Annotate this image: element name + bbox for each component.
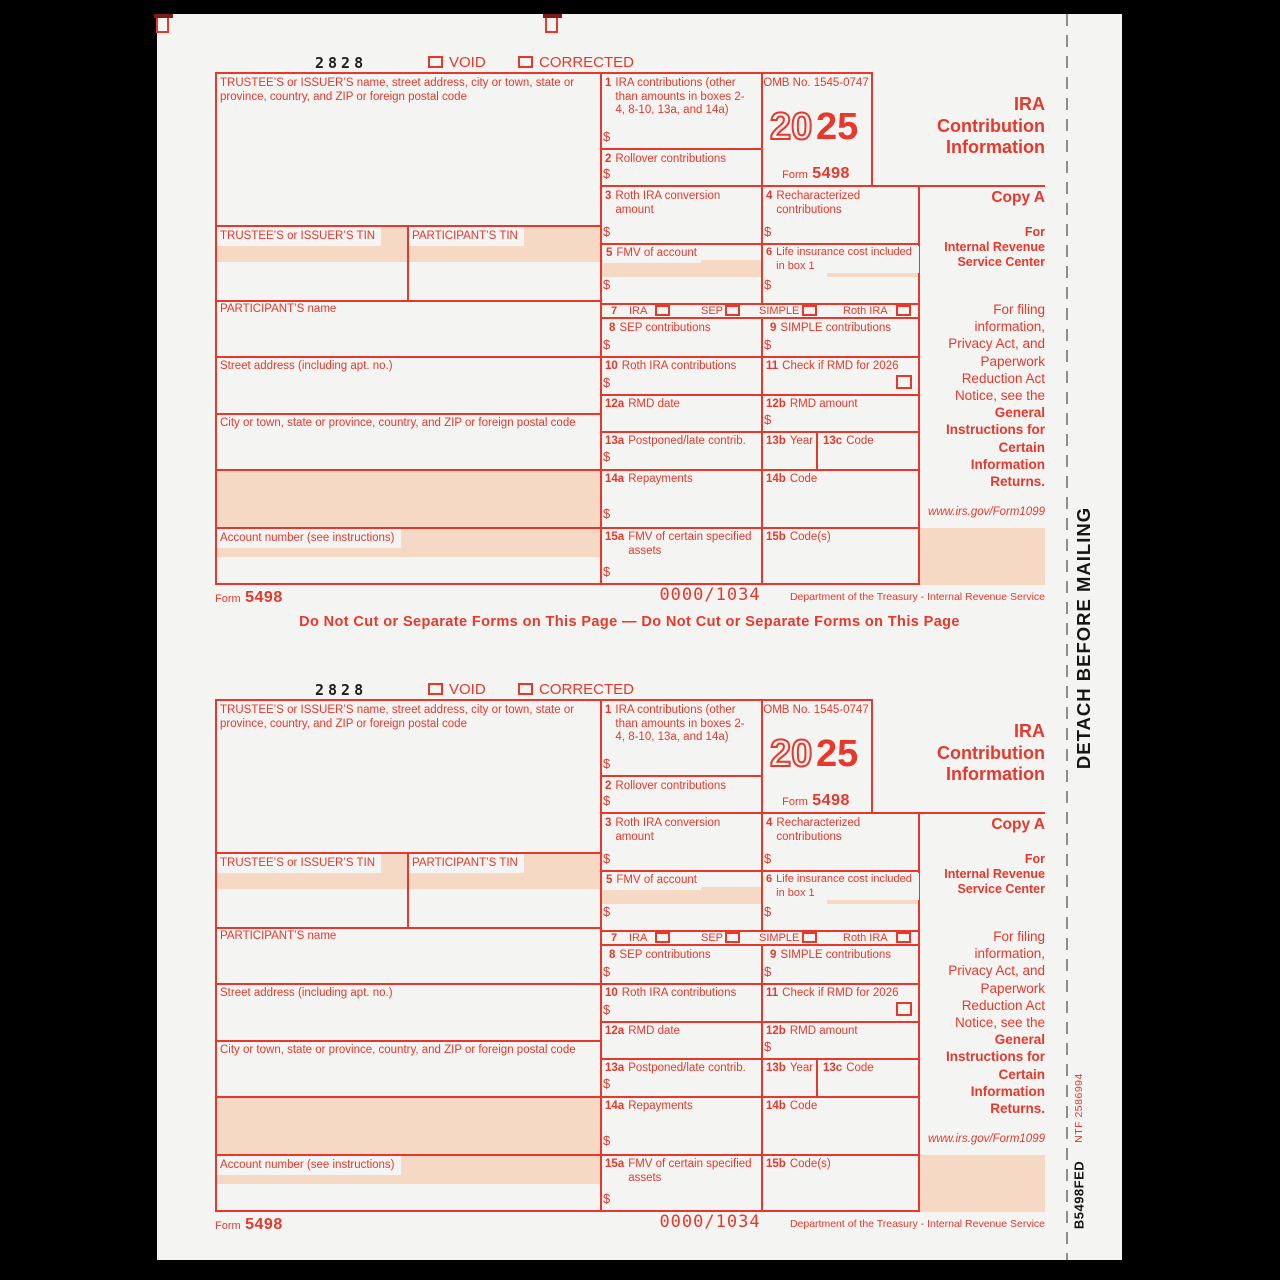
dollar-sign: $: [603, 449, 611, 464]
form-grid: [215, 72, 1045, 585]
trustee-tin-label: TRUSTEE’S or ISSUER’S TIN: [217, 227, 381, 246]
box8-label: 8 SEP contributions: [609, 949, 711, 961]
box7-simple-label: SIMPLE: [759, 305, 800, 317]
box14a-label: 14a Repayments: [605, 1100, 693, 1112]
box7-number: 7: [611, 932, 618, 944]
dollar-sign: $: [603, 756, 611, 771]
box7-sep-label: SEP: [701, 932, 724, 944]
box10-label: 10 Roth IRA contributions: [605, 360, 737, 372]
box5-shade: [600, 260, 761, 277]
box7-roth-ira-label: Roth IRA: [843, 932, 888, 944]
grid-line: [600, 944, 920, 946]
page-code: 0000/1034: [659, 585, 761, 605]
dollar-sign: $: [764, 1039, 772, 1054]
grid-line: [600, 317, 920, 319]
scan-row: [215, 54, 1045, 72]
box7-roth-ira-label: Roth IRA: [843, 305, 888, 317]
dollar-sign: $: [603, 1002, 611, 1017]
omb-number: OMB No. 1545-0747: [763, 77, 869, 89]
form-copy-2: [215, 683, 1045, 1243]
trustee-tin-label: TRUSTEE’S or ISSUER’S TIN: [217, 854, 381, 873]
dollar-sign: $: [764, 851, 772, 866]
box4-label: 4 Recharacterized contributions: [766, 190, 861, 216]
copy-a-label: Copy A: [991, 189, 1045, 206]
box1-label: 1 IRA contributions (other than amounts in boxes 2-4, 8-10, 13a, and 14a): [605, 77, 745, 116]
dollar-sign: $: [603, 166, 611, 181]
box3-label: 3 Roth IRA conversion amount: [605, 190, 721, 216]
corrected-label: CORRECTED: [539, 54, 635, 71]
box7-simple-label: SIMPLE: [759, 932, 800, 944]
participant-name-label: PARTICIPANT’S name: [220, 303, 337, 315]
filing-notice: For filing information, Privacy Act, and Paperwork Reduction Act Notice, see the General Instructions for Certain Information Returns.: [945, 929, 1045, 1117]
grid-line: [600, 431, 920, 433]
grid-line: [215, 72, 217, 585]
city-label: City or town, state or province, country, and ZIP or foreign postal code: [220, 417, 576, 429]
account-number-label: Account number (see instructions): [217, 1156, 401, 1175]
box7-ira-label: IRA: [629, 932, 648, 944]
grid-line: [600, 812, 1045, 814]
trustee-name-label: TRUSTEE’S or ISSUER’S name, street address, city or town, state or province, country, and ZIP or foreign postal code: [220, 77, 575, 103]
void-checkbox[interactable]: [428, 683, 443, 695]
trustee-name-label: TRUSTEE’S or ISSUER’S name, street address, city or town, state or province, country, and ZIP or foreign postal code: [220, 704, 575, 730]
grid-line: [215, 699, 873, 701]
corrected-label: CORRECTED: [539, 681, 635, 698]
dollar-sign: $: [603, 224, 611, 239]
corrected-checkbox[interactable]: [518, 683, 533, 695]
grid-line: [600, 775, 761, 777]
form-number-header: Form 5498: [782, 792, 850, 809]
box13a-label: 13a Postponed/late contrib.: [605, 435, 746, 447]
void-label: VOID: [449, 681, 486, 698]
grid-line: [761, 72, 763, 305]
product-code: B5498FED: [1071, 1160, 1087, 1230]
scan-code: 2828: [315, 54, 368, 72]
corrected-checkbox[interactable]: [518, 56, 533, 68]
grid-line: [600, 185, 1045, 187]
grid-line: [761, 944, 763, 1212]
dollar-sign: $: [764, 337, 772, 352]
dollar-sign: $: [603, 564, 611, 579]
form-title: IRA Contribution Information: [937, 94, 1045, 157]
form-copy-1: [215, 56, 1045, 616]
box6-label: 6 Life insurance cost included in box 1: [766, 246, 919, 273]
year-outline-digits: 20: [770, 106, 813, 148]
form-title: IRA Contribution Information: [937, 721, 1045, 784]
form-footer: [215, 1212, 1045, 1238]
roth-ira-checkbox[interactable]: [896, 305, 911, 316]
box15a-label: 15a FMV of certain specified assets: [605, 1158, 752, 1184]
box8-label: 8 SEP contributions: [609, 322, 711, 334]
box14b-label: 14b Code: [766, 473, 818, 485]
ira-checkbox[interactable]: [655, 932, 670, 943]
copy-column-shade: [920, 1155, 1045, 1212]
copy-recipient: For Internal Revenue Service Center: [944, 225, 1045, 269]
box14a-label: 14a Repayments: [605, 473, 693, 485]
box9-label: 9 SIMPLE contributions: [770, 322, 891, 334]
box5-label: 5 FMV of account: [603, 873, 701, 890]
blocked-row-shade: [215, 469, 600, 527]
dollar-sign: $: [603, 904, 611, 919]
year-solid-digits: 25: [816, 106, 859, 148]
box4-label: 4 Recharacterized contributions: [766, 817, 861, 843]
grid-line: [600, 72, 602, 585]
ntf-code: NTF 2586994: [1073, 1073, 1085, 1143]
copy-column-shade: [920, 528, 1045, 585]
box5-label: 5 FMV of account: [603, 246, 701, 263]
year-solid-digits: 25: [816, 733, 859, 775]
dollar-sign: $: [603, 851, 611, 866]
scan-code: 2828: [315, 681, 368, 699]
box9-label: 9 SIMPLE contributions: [770, 949, 891, 961]
dollar-sign: $: [603, 964, 611, 979]
box13c-label: 13c Code: [823, 1062, 874, 1074]
sep-checkbox[interactable]: [725, 932, 740, 943]
blocked-row-shade: [215, 1096, 600, 1154]
grid-line: [215, 1096, 920, 1098]
participant-name-label: PARTICIPANT’S name: [220, 930, 337, 942]
box14b-label: 14b Code: [766, 1100, 818, 1112]
registration-mark: [156, 14, 169, 33]
participant-tin-label: PARTICIPANT’S TIN: [409, 854, 524, 873]
dollar-sign: $: [603, 1191, 611, 1206]
void-checkbox[interactable]: [428, 56, 443, 68]
registration-mark: [545, 14, 558, 33]
treasury-dept-label: Department of the Treasury - Internal Revenue Service: [789, 591, 1045, 603]
dollar-sign: $: [764, 412, 772, 427]
dollar-sign: $: [603, 129, 611, 144]
box6-label: 6 Life insurance cost included in box 1: [766, 873, 919, 900]
copy-a-label: Copy A: [991, 816, 1045, 833]
grid-line: [215, 72, 873, 74]
box13b-label: 13b Year: [766, 435, 814, 447]
account-number-label: Account number (see instructions): [217, 529, 401, 548]
grid-line: [761, 699, 763, 932]
dollar-sign: $: [603, 375, 611, 390]
street-address-label: Street address (including apt. no.): [220, 987, 393, 999]
street-address-label: Street address (including apt. no.): [220, 360, 393, 372]
dollar-sign: $: [603, 337, 611, 352]
box3-label: 3 Roth IRA conversion amount: [605, 817, 721, 843]
grid-line: [215, 1040, 600, 1042]
year-outline-digits: 20: [770, 733, 813, 775]
box13b-label: 13b Year: [766, 1062, 814, 1074]
box7-number: 7: [611, 305, 618, 317]
grid-line: [215, 983, 920, 985]
grid-line: [600, 394, 920, 396]
grid-line: [600, 148, 761, 150]
box12a-label: 12a RMD date: [605, 1025, 680, 1037]
dollar-sign: $: [764, 904, 772, 919]
box10-label: 10 Roth IRA contributions: [605, 987, 737, 999]
simple-checkbox[interactable]: [802, 932, 817, 943]
box15b-label: 15b Code(s): [766, 1158, 831, 1170]
participant-tin-label: PARTICIPANT’S TIN: [409, 227, 524, 246]
box2-label: 2 Rollover contributions: [605, 780, 726, 792]
box7-ira-label: IRA: [629, 305, 648, 317]
grid-line: [600, 1058, 920, 1060]
box12a-label: 12a RMD date: [605, 398, 680, 410]
irs-url: www.irs.gov/Form1099: [928, 1133, 1045, 1145]
rmd-checkbox[interactable]: [896, 1002, 912, 1016]
dollar-sign: $: [764, 277, 772, 292]
grid-line: [215, 356, 920, 358]
grid-line: [215, 469, 920, 471]
simple-checkbox[interactable]: [802, 305, 817, 316]
scan-row: [215, 681, 1045, 699]
dollar-sign: $: [764, 964, 772, 979]
city-label: City or town, state or province, country, and ZIP or foreign postal code: [220, 1044, 576, 1056]
box1-label: 1 IRA contributions (other than amounts in boxes 2-4, 8-10, 13a, and 14a): [605, 704, 745, 743]
rmd-checkbox[interactable]: [896, 375, 912, 389]
grid-line: [761, 317, 763, 585]
dollar-sign: $: [603, 793, 611, 808]
sep-checkbox[interactable]: [725, 305, 740, 316]
box15a-label: 15a FMV of certain specified assets: [605, 531, 752, 557]
box5-shade: [600, 887, 761, 904]
ira-checkbox[interactable]: [655, 305, 670, 316]
form-number-footer: Form 5498: [215, 1216, 283, 1233]
box2-label: 2 Rollover contributions: [605, 153, 726, 165]
omb-number: OMB No. 1545-0747: [763, 704, 869, 716]
dollar-sign: $: [603, 277, 611, 292]
page-code: 0000/1034: [659, 1212, 761, 1232]
form-number-header: Form 5498: [782, 165, 850, 182]
box11-label: 11 Check if RMD for 2026: [766, 360, 899, 372]
grid-line: [600, 1021, 920, 1023]
filing-notice: For filing information, Privacy Act, and Paperwork Reduction Act Notice, see the General Instructions for Certain Information Returns.: [945, 302, 1045, 490]
grid-line: [600, 699, 602, 1212]
copy-recipient: For Internal Revenue Service Center: [944, 852, 1045, 896]
void-label: VOID: [449, 54, 486, 71]
dollar-sign: $: [603, 506, 611, 521]
box12b-label: 12b RMD amount: [766, 1025, 858, 1037]
form-number-footer: Form 5498: [215, 589, 283, 606]
box13c-label: 13c Code: [823, 435, 874, 447]
box13a-label: 13a Postponed/late contrib.: [605, 1062, 746, 1074]
grid-line: [215, 413, 600, 415]
form-page: [157, 14, 1122, 1260]
box7-sep-label: SEP: [701, 305, 724, 317]
dollar-sign: $: [603, 1076, 611, 1091]
form-grid: [215, 699, 1045, 1212]
irs-url: www.irs.gov/Form1099: [928, 506, 1045, 518]
treasury-dept-label: Department of the Treasury - Internal Revenue Service: [789, 1218, 1045, 1230]
dollar-sign: $: [603, 1133, 611, 1148]
box11-label: 11 Check if RMD for 2026: [766, 987, 899, 999]
perforation-dashed-line: [1066, 14, 1068, 1260]
dollar-sign: $: [764, 224, 772, 239]
box12b-label: 12b RMD amount: [766, 398, 858, 410]
roth-ira-checkbox[interactable]: [896, 932, 911, 943]
detach-before-mailing-text: DETACH BEFORE MAILING: [1073, 506, 1094, 770]
box15b-label: 15b Code(s): [766, 531, 831, 543]
separator-warning: Do Not Cut or Separate Forms on This Page — Do Not Cut or Separate Forms on This Page: [299, 614, 960, 630]
grid-line: [215, 699, 217, 1212]
form-footer: [215, 585, 1045, 611]
